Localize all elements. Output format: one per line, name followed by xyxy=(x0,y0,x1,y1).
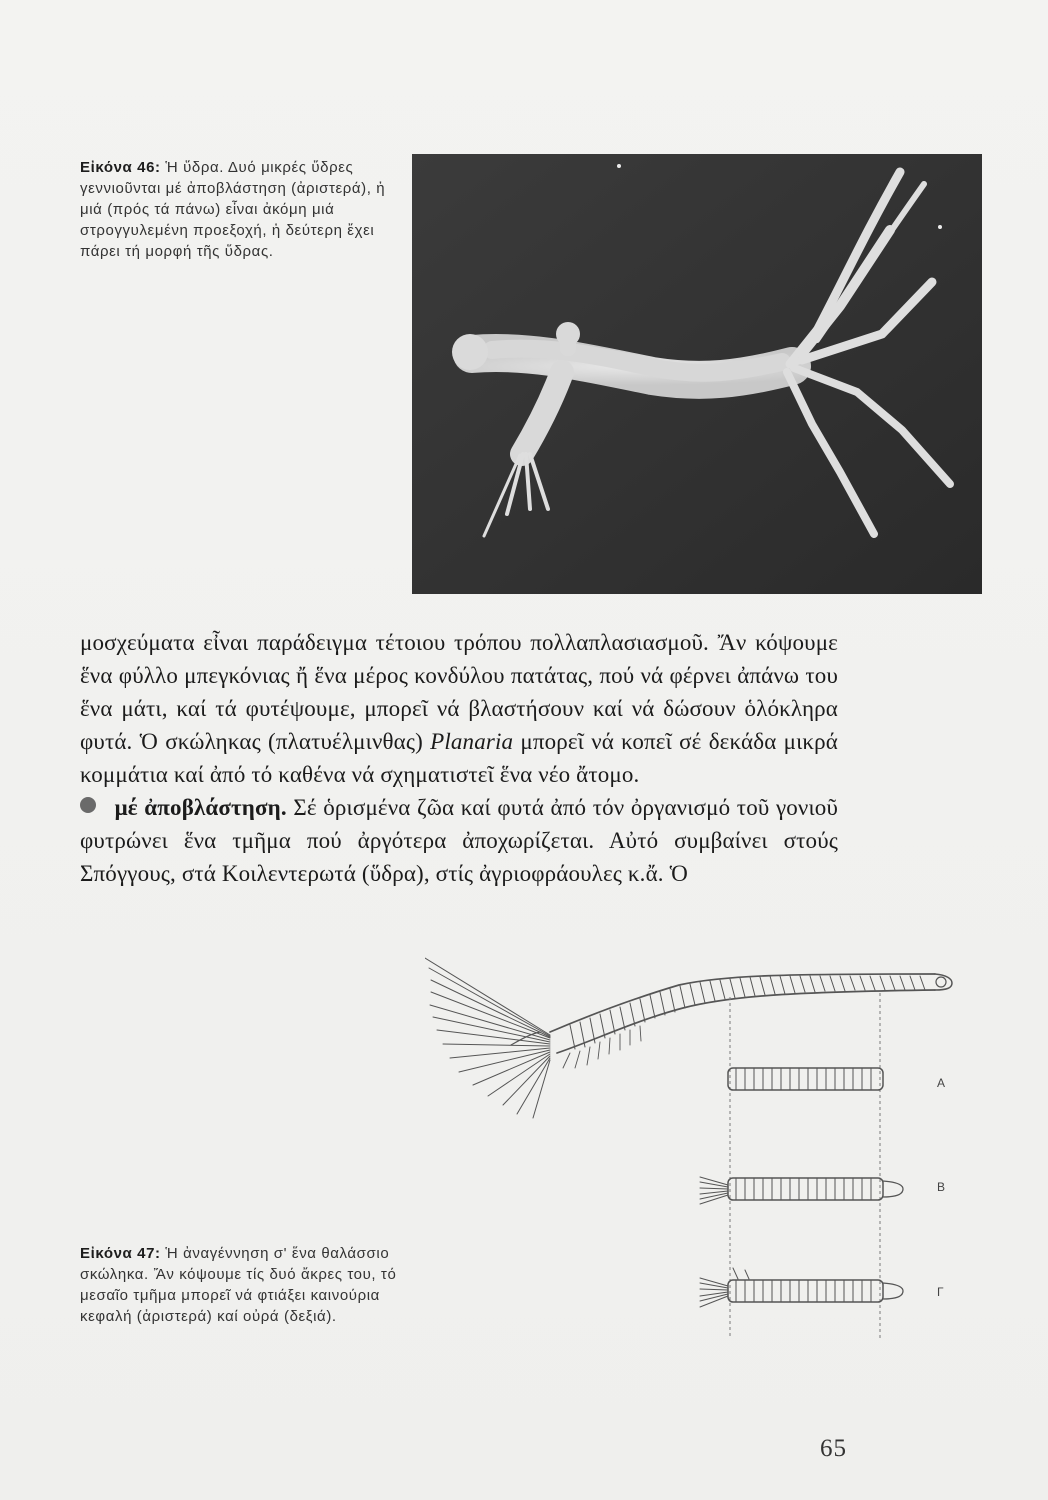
planaria-term: Planaria xyxy=(430,729,514,754)
figure-47-label: Εἰκόνα 47: xyxy=(80,1245,161,1262)
figure-47-caption-text: Ἡ ἀναγέννηση σ' ἕνα θαλάσσιο σκώληκα. Ἄν κόψουμε τίς δυό ἄκρες του, τό μεσαῖο τμῆμα μπορεῖ νά φτιάξει καινούρια κεφαλή (ἀριστερά) καί οὐρά (δεξιά). xyxy=(80,1245,397,1325)
worm-label-a: Α xyxy=(937,1076,946,1090)
body-paragraph-1-end: μπορεῖ νά κοπεῖ σέ δεκάδα μικρά κομμάτια καί ἀπό τό καθένα νά σχηματιστεῖ ἕνα νέο ἄτομο. xyxy=(80,729,838,787)
body-paragraph-1-start: μοσχεύματα εἶναι παράδειγμα τέτοιου τρόπου πολλαπλασιασμοῦ. Ἄν κόψουμε ἕνα φύλλο μπεγκόνιας ἤ ἕνα μέρος κονδύλου πατάτας, πού νά φέρνει ἀπάνω του ἕνα μάτι, καί τά φυτέψουμε, μπορεῖ νά βλαστήσουν καί νά δώσουν ὁλόκληρα φυτά. Ὁ σκώληκας (πλατυέλμινθας) xyxy=(80,630,838,754)
worm-regeneration-figure xyxy=(425,950,970,1340)
hydra-illustration xyxy=(412,154,982,594)
worm-label-b: Β xyxy=(937,1180,946,1194)
worm-regeneration-illustration xyxy=(425,950,970,1340)
body-paragraph-2 xyxy=(80,791,838,890)
hydra-photo xyxy=(412,154,982,594)
page-number: 65 xyxy=(820,1435,847,1462)
body-paragraph-1 xyxy=(80,626,838,791)
section-heading: μέ ἀποβλάστηση. xyxy=(114,795,287,820)
figure-47-caption xyxy=(80,1243,430,1327)
figure-46-label: Εἰκόνα 46: xyxy=(80,159,161,176)
worm-label-g: Γ xyxy=(937,1285,944,1299)
section-bullet-icon xyxy=(80,797,96,813)
figure-46-caption-text: Ἡ ὕδρα. Δυό μικρές ὕδρες γεννιοῦνται μέ ἀποβλάστηση (ἀριστερά), ἡ μιά (πρός τά πάνω) εἶναι ἀκόμη μιά στρογγυλεμένη προεξοχή, ἡ δεύτερη ἔχει πάρει τή μορφή τῆς ὕδρας. xyxy=(80,159,386,260)
figure-46-caption xyxy=(80,157,398,262)
main-body-text xyxy=(80,626,838,890)
body-paragraph-2-text: Σέ ὁρισμένα ζῶα καί φυτά ἀπό τόν ὀργανισμό τοῦ γονιοῦ φυτρώνει ἕνα τμῆμα πού ἀργότερα ἀποχωρίζεται. Αὐτό συμβαίνει στούς Σπόγγους, στά Κοιλεντερωτά (ὕδρα), στίς ἀγριοφράουλες κ.ἄ. Ὁ xyxy=(80,795,838,886)
